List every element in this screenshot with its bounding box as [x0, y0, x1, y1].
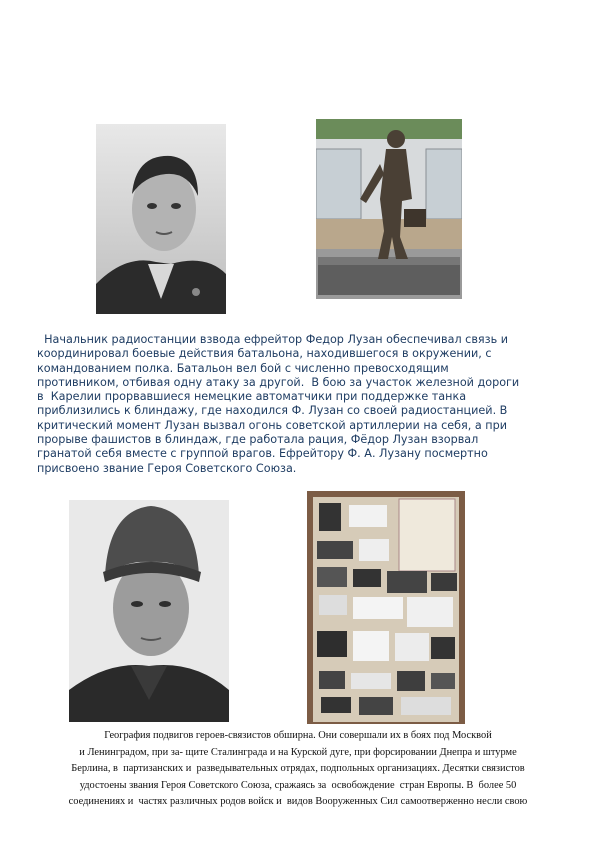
portrait-photo	[96, 124, 226, 314]
statue-photo	[316, 119, 462, 299]
museum-stand-photo	[307, 491, 465, 724]
portrait-photo	[69, 500, 229, 722]
paragraph-luzan: Начальник радиостанции взвода ефрейтор Федор Лузан обеспечивал связь и координировал боевые действия батальона, находившегося в окружении, с командованием полка. Батальон вел бой с численно превосходящим противником, отбивая одну атаку за другой. В бою за участок железной дороги в Карелии прорвавшиеся немецкие автоматчики при поддержке танка приблизились к блиндажу, где находился Ф. Лузан со своей радиостанцией. В критический момент Лузан вызвал огонь советской артиллерии на себя, а при прорыве фашистов в блиндаж, где работала рация, Фёдор Лузан взорвал гранатой себя вместе с группой врагов. Ефрейтору Ф. А. Лузану посмертно присвоено звание Героя Советского Союза.	[37, 333, 520, 475]
paragraph-geography: География подвигов героев-связистов обширна. Они совершали их в боях под Москвой и Ленинградом, при за- щите Сталинграда и на Курской дуге, при форсировании Днепра и штурме Берлина, в партизанских и разведывательных отрядах, подпольных организациях. Десятки связистов удостоены звания Героя Советского Союза, сражаясь за освобождение стран Европы. В более 50 соединениях и частях различных родов войск и видов Вооруженных Сил самоотверженно несли свою	[68, 730, 528, 808]
